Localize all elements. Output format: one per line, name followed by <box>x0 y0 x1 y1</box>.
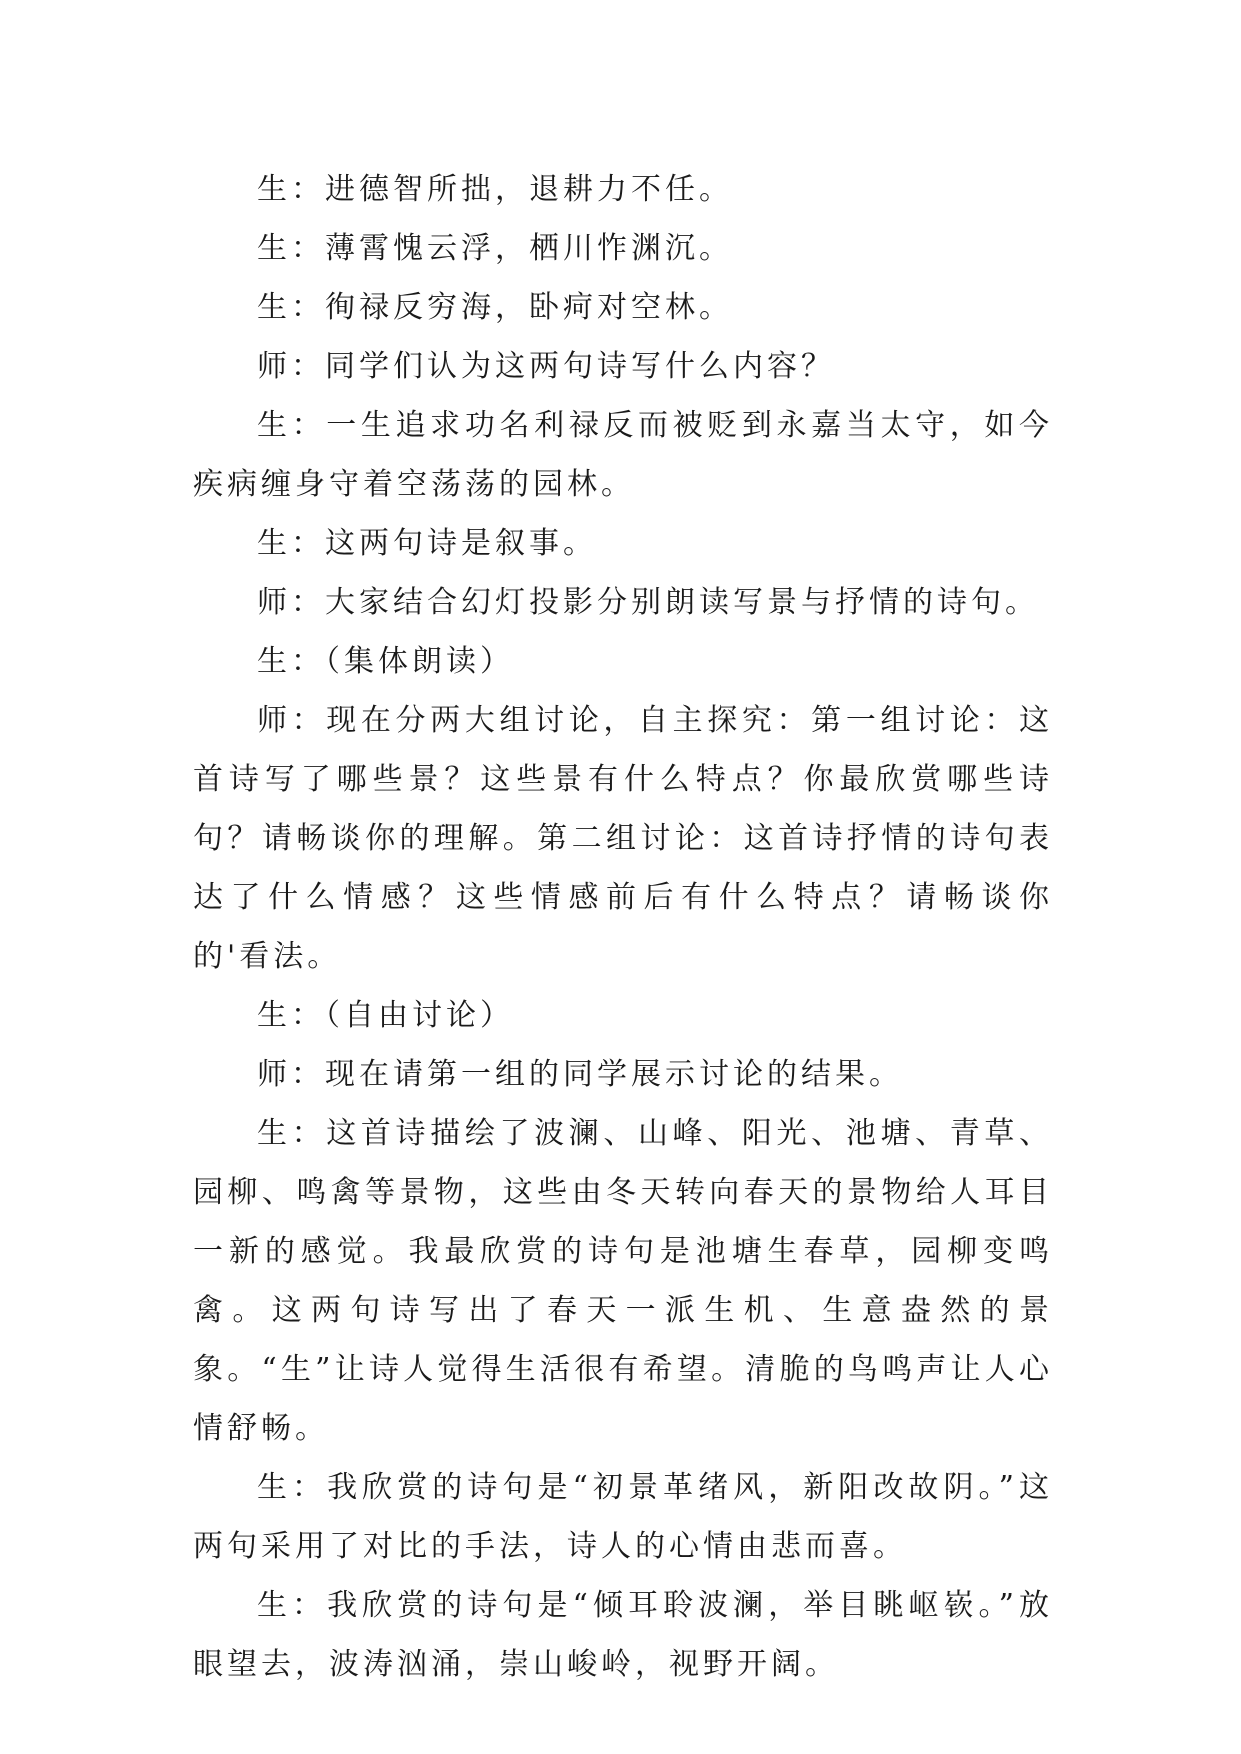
paragraph: 师：现在请第一组的同学展示讨论的结果。 <box>257 1057 903 1092</box>
paragraph: 生：这首诗描绘了波澜、山峰、阳光、池塘、青草、园柳、鸣禽等景物，这些由冬天转向春天的景物给人耳目一新的感觉。我最欣赏的诗句是池塘生春草，园柳变鸣禽。这两句诗写出了春天一派生机、生意盎然的景象。“生”让诗人觉得生活很有希望。清脆的鸟鸣声让人心情舒畅。 <box>193 1116 1053 1446</box>
paragraph: 生：一生追求功名利禄反而被贬到永嘉当太守，如今疾病缠身守着空荡荡的园林。 <box>193 408 1053 502</box>
document-page <box>193 160 1053 1694</box>
paragraph: 生：这两句诗是叙事。 <box>257 526 597 561</box>
paragraph: 生：进德智所拙，退耕力不任。 <box>257 172 733 207</box>
paragraph: 生：我欣赏的诗句是“倾耳聆波澜，举目眺岖嵚。”放眼望去，波涛汹涌，崇山峻岭，视野开阔。 <box>193 1588 1053 1682</box>
paragraph: 生：徇禄反穷海，卧疴对空林。 <box>257 290 733 325</box>
paragraph: 师：大家结合幻灯投影分别朗读写景与抒情的诗句。 <box>257 585 1039 620</box>
paragraph: 生：薄霄愧云浮，栖川怍渊沉。 <box>257 231 733 266</box>
paragraph: 生：（集体朗读） <box>257 644 514 679</box>
paragraph: 师：现在分两大组讨论，自主探究：第一组讨论：这首诗写了哪些景？这些景有什么特点？你最欣赏哪些诗句？请畅谈你的理解。第二组讨论：这首诗抒情的诗句表达了什么情感？这些情感前后有什么特点？请畅谈你的'看法。 <box>193 703 1053 974</box>
paragraph: 生：我欣赏的诗句是“初景革绪风，新阳改故阴。”这两句采用了对比的手法，诗人的心情由悲而喜。 <box>193 1470 1053 1564</box>
paragraph: 师：同学们认为这两句诗写什么内容？ <box>257 349 835 384</box>
paragraph: 生：（自由讨论） <box>257 998 514 1033</box>
